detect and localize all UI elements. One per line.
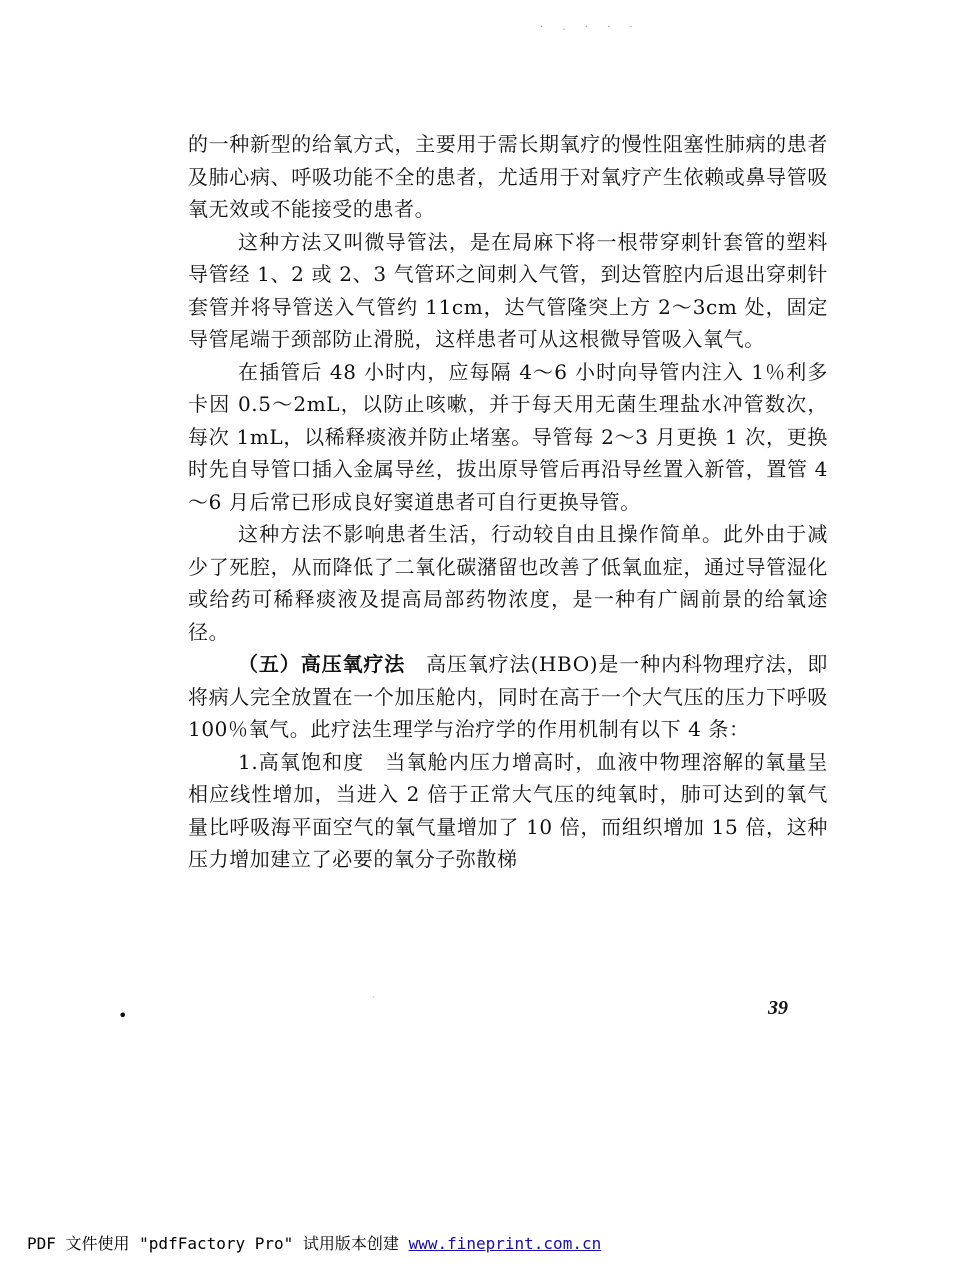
footer-text: PDF 文件使用 "pdfFactory Pro" 试用版本创建 (27, 1234, 409, 1253)
footer-link[interactable]: www.fineprint.com.cn (408, 1234, 602, 1253)
header-marks: · . · · · (540, 22, 641, 33)
subheading-hyperoxia: 1.高氧饱和度 (238, 749, 365, 774)
paragraph-6-text: 当氧舱内压力增高时，血液中物理溶解的氧量呈相应线性增加，当进入 2 倍于正常大气压的纯氧时，肺可达到的氧气量比呼吸海平面空气的氧气量增加了 10 倍，而组织增加 15 倍，这种压力增加建立了必要的氧分子弥散梯 (188, 749, 828, 871)
paragraph-6 (188, 746, 828, 876)
pdf-footer (27, 1231, 601, 1254)
page-number: 39 (768, 997, 788, 1019)
paragraph-3: 在插管后 48 小时内，应每隔 4～6 小时向导管内注入 1％利多卡因 0.5～2mL，以防止咳嗽，并于每天用无菌生理盐水冲管数次，每次 1mL，以稀释痰液并防止堵塞。导管每 2～3 月更换 1 次，更换时先自导管口插入金属导丝，拔出原导管后再沿导丝置入新管，置管 4～6 月后常已形成良好窦道患者可自行更换导管。 (188, 359, 829, 514)
paragraph-5 (188, 648, 828, 746)
paragraph-2: 这种方法又叫微导管法，是在局麻下将一根带穿刺针套管的塑料导管经 1、2 或 2、3 气管环之间刺入气管，到达管腔内后退出穿刺针套管并将导管送入气管约 11cm，达气管隆突上方 2～3cm 处，固定导管尾端于颈部防止滑脱，这样患者可从这根微导管吸入氧气。 (188, 229, 828, 351)
paragraph-4: 这种方法不影响患者生活，行动较自由且操作简单。此外由于减少了死腔，从而降低了二氧化碳潴留也改善了低氧血症，通过导管湿化或给药可稀释痰液及提高局部药物浓度，是一种有广阔前景的给氧途径。 (188, 522, 828, 644)
margin-dot: • (118, 1006, 128, 1025)
section-heading-hbo: （五）高压氧疗法 (238, 652, 406, 676)
tick-mark: · (372, 993, 375, 1002)
page-body (188, 128, 828, 876)
paragraph-5-text: 高压氧疗法(HBO)是一种内科物理疗法，即将病人完全放置在一个加压舱内，同时在高于一个大气压的压力下呼吸 100％氧气。此疗法生理学与治疗学的作用机制有以下 4 条： (188, 652, 828, 741)
paragraph-1: 的一种新型的给氧方式，主要用于需长期氧疗的慢性阻塞性肺病的患者及肺心病、呼吸功能不全的患者，尤适用于对氧疗产生依赖或鼻导管吸氧无效或不能接受的患者。 (188, 132, 828, 221)
